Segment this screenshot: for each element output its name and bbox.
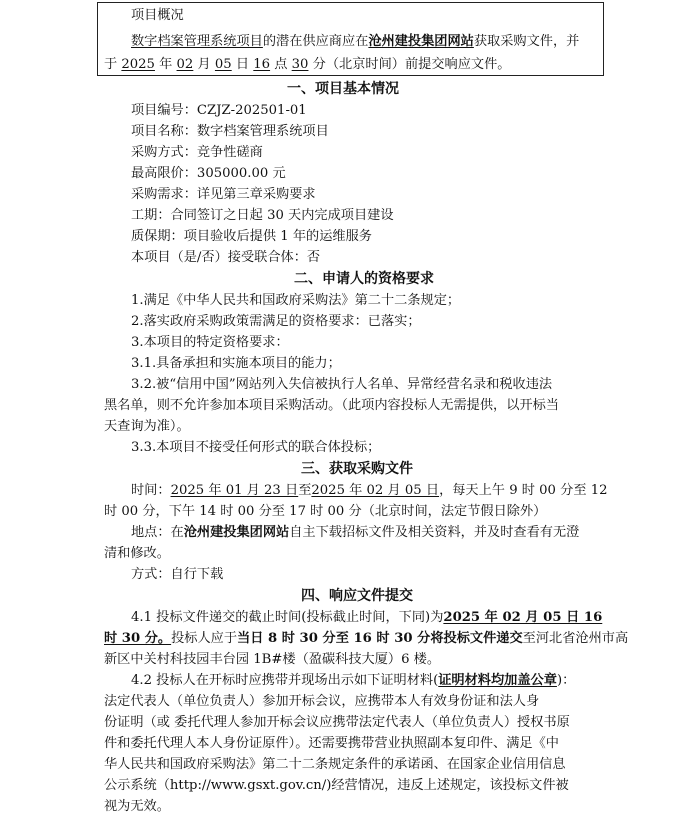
qualification-item-cont: 天查询为准）。	[104, 419, 190, 434]
deadline-hour: 16	[253, 57, 271, 72]
deadline-unit: 分	[312, 57, 326, 72]
deadline-unit: 月	[197, 57, 211, 72]
section-heading-obtain-documents: 三、获取采购文件	[301, 461, 413, 477]
overview-line-1	[131, 32, 579, 52]
obtain-time-line	[131, 481, 607, 501]
qualification-item: 3.1.具备承担和实施本项目的能力；	[131, 356, 341, 371]
submission-para-1-cont	[104, 629, 628, 649]
submission-deadline: 2025 年 02 月 05 日 16	[443, 610, 603, 625]
overview-text: 的潜在供应商应在	[262, 34, 369, 49]
obtain-text: 时间：	[131, 483, 171, 498]
submission-para-2-cont: 法定代表人（单位负责人）参加开标会议，应携带本人有效身份证和法人身	[104, 694, 540, 709]
obtain-text: 地点：在	[131, 525, 184, 540]
deadline-unit: 年	[159, 57, 173, 72]
qualification-item: 3.3.本项目不接受任何形式的联合体投标；	[131, 440, 381, 455]
qualification-item: 1.满足《中华人民共和国政府采购法》第二十二条规定；	[131, 293, 461, 308]
submission-para-2-cont: 公示系统（http://www.gsxt.gov.cn/)经营情况，违反上述规定，该投标文件被	[104, 778, 569, 793]
obtain-end-date: 2025 年 02 月 05 日	[311, 483, 440, 498]
obtain-start-date: 2025 年 01 月 23 日	[170, 483, 299, 498]
submission-address: 新区中关村科技园丰台园 1B#楼（盈碳科技大厦）6 楼。	[104, 652, 441, 667]
overview-line-2	[104, 55, 510, 75]
obtain-text: 自主下载招标文件及相关资料，并及时查看有无澄	[289, 525, 580, 540]
overview-text: 于	[104, 57, 118, 72]
qualification-item-cont: 黑名单，则不允许参加本项目采购活动。（此项内容投标人无需提供，以开标当	[104, 398, 559, 413]
submission-para-2-cont: 份证明（或 委托代理人参加开标会议应携带法定代表人（单位负责人）授权书原	[104, 715, 570, 730]
submission-text: )：	[556, 673, 576, 688]
submission-text: 投标人应于	[171, 631, 238, 646]
deadline-day: 05	[214, 57, 232, 72]
submission-stamp-note: 证明材料均加盖公章	[438, 673, 557, 688]
submission-text: 4.2 投标人在开标时应携带并现场出示如下证明材料(	[131, 673, 439, 688]
obtain-text: ，每天上午 9 时 00 分至 12	[439, 483, 608, 498]
submission-window: 当日 8 时 30 分至 16 时 30 分将投标文件递交	[237, 631, 523, 646]
submission-text: 至河北省沧州市高	[522, 631, 629, 646]
deadline-year: 2025	[121, 57, 155, 72]
obtain-website-link[interactable]: 沧州建投集团网站	[183, 525, 290, 540]
basic-info-warranty: 质保期：项目验收后提供 1 年的运维服务	[131, 229, 372, 244]
submission-text: 4.1 投标文件递交的截止时间(投标截止时间，下同)为	[131, 610, 444, 625]
basic-info-price-limit: 最高限价：305000.00 元	[131, 166, 286, 181]
overview-text: （北京时间）前提交响应文件。	[325, 57, 511, 72]
deadline-unit: 点	[274, 57, 288, 72]
submission-para-2-cont: 件和委托代理人本人身份证原件）。还需要携带营业执照副本复印件、满足《中	[104, 736, 559, 751]
obtain-method: 方式：自行下载	[131, 567, 224, 582]
overview-text: 获取采购文件，并	[473, 34, 580, 49]
basic-info-consortium: 本项目（是/否）接受联合体：否	[131, 250, 321, 265]
obtain-location-line	[131, 523, 579, 543]
submission-para-1	[131, 608, 602, 628]
qualification-item: 2.落实政府采购政策需满足的资格要求：已落实；	[131, 314, 421, 329]
submission-para-2-cont: 视为无效。	[104, 799, 170, 814]
submission-deadline: 时 30 分。	[104, 631, 172, 646]
deadline-month: 02	[176, 57, 194, 72]
deadline-unit: 日	[235, 57, 250, 72]
section-heading-qualifications: 二、申请人的资格要求	[294, 271, 434, 287]
submission-para-2-cont: 华人民共和国政府采购法》第二十二条规定条件的承诺函、在国家企业信用信息	[104, 757, 566, 772]
section-heading-response-submission: 四、响应文件提交	[301, 588, 413, 604]
submission-para-2	[131, 671, 575, 691]
section-heading-basic-info: 一、项目基本情况	[287, 81, 399, 97]
overview-website-link[interactable]: 沧州建投集团网站	[368, 34, 474, 49]
obtain-location-line-cont: 清和修改。	[104, 546, 170, 561]
overview-project-name: 数字档案管理系统项目	[131, 34, 263, 49]
obtain-time-line-cont: 时 00 分，下午 14 时 00 分至 17 时 00 分（北京时间，法定节假日除外）	[104, 504, 547, 519]
basic-info-duration: 工期：合同签订之日起 30 天内完成项目建设	[131, 208, 394, 223]
basic-info-requirements: 采购需求：详见第三章采购要求	[131, 187, 316, 202]
basic-info-procurement-method: 采购方式：竞争性磋商	[131, 145, 263, 160]
deadline-minute: 30	[291, 57, 309, 72]
qualification-item: 3.2.被“信用中国”网站列入失信被执行人名单、异常经营名录和税收违法	[131, 377, 553, 392]
basic-info-project-name: 项目名称：数字档案管理系统项目	[131, 124, 329, 139]
basic-info-project-number: 项目编号：CZJZ-202501-01	[131, 103, 307, 118]
qualification-item: 3.本项目的特定资格要求：	[131, 335, 289, 350]
overview-title: 项目概况	[131, 8, 184, 23]
obtain-text: 至	[298, 483, 312, 498]
